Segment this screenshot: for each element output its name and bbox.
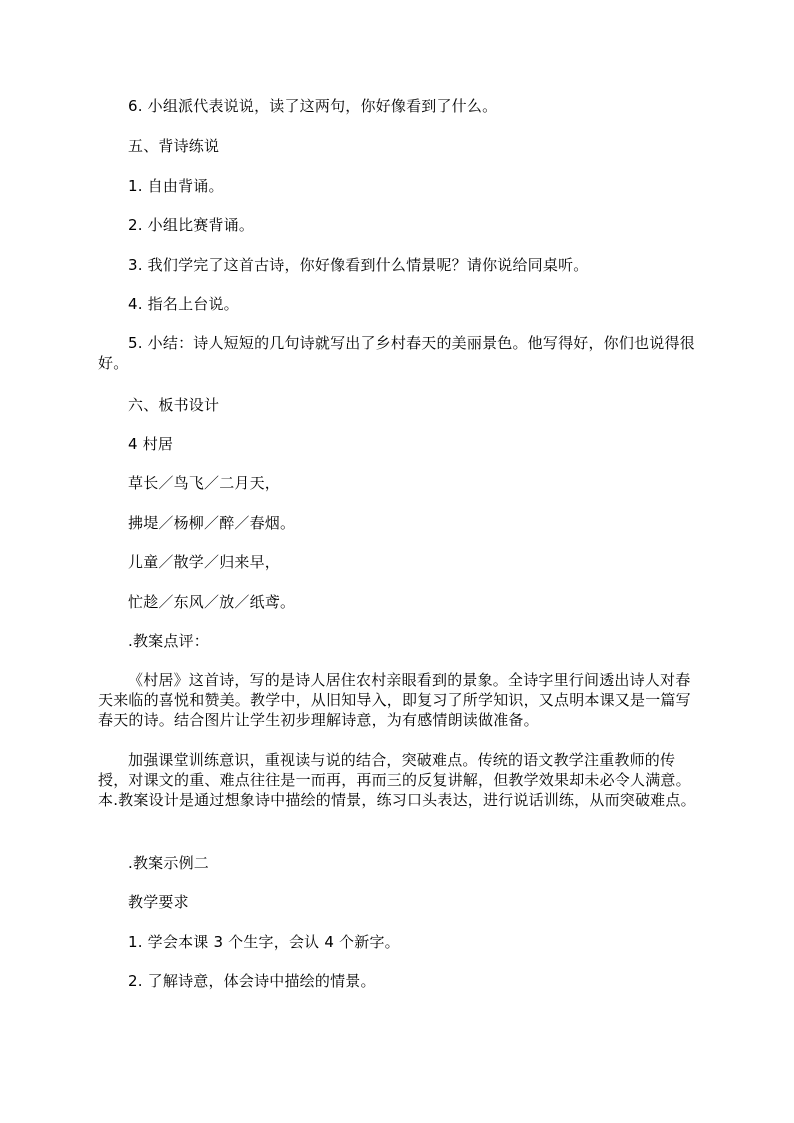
section-5-heading: 五、背诗练说 bbox=[128, 137, 220, 155]
review-paragraph-2: 加强课堂训练意识，重视读与说的结合，突破难点。传统的语文教学注重教师的传授，对课文的重、难点往往是一而再，再而三的反复讲解，但教学效果却未必令人满意。本.教案设计是通过想象诗中描绘的情景，练习口头表达，进行说话训练，从而突破难点。 bbox=[98, 751, 696, 809]
step-5-summary: 5. 小结：诗人短短的几句诗就写出了乡村春天的美丽景色。他写得好，你们也说得很好。 bbox=[98, 334, 695, 372]
requirement-2-text: 2. 了解诗意，体会诗中描绘的情景。 bbox=[128, 972, 376, 990]
poem-line-2: 拂堤／杨柳／醉／春烟。 bbox=[128, 514, 296, 532]
review-paragraph-1: 《村居》这首诗，写的是诗人居住农村亲眼看到的景象。全诗字里行间透出诗人对春天来临的喜悦和赞美。教学中，从旧知导入，即复习了所学知识，又点明本课又是一篇写春天的诗。结合图片让学生初步理解诗意，为有感情朗读做准备。 bbox=[98, 671, 691, 729]
board-title: 4 村居 bbox=[128, 435, 174, 453]
review-heading: .教案点评： bbox=[128, 632, 209, 650]
poem-line-1: 草长／鸟飞／二月天， bbox=[128, 474, 281, 492]
poem-line-4: 忙趁／东风／放／纸鸢。 bbox=[128, 593, 296, 611]
step-2-text: 2. 小组比赛背诵。 bbox=[128, 216, 255, 234]
requirements-heading: 教学要求 bbox=[128, 893, 189, 911]
step-6-text: 6. 小组派代表说说，读了这两句，你好像看到了什么。 bbox=[128, 97, 498, 115]
section-6-heading: 六、板书设计 bbox=[128, 396, 220, 414]
step-3-text: 3. 我们学完了这首古诗，你好像看到什么情景呢？请你说给同桌听。 bbox=[128, 256, 589, 274]
example-two-heading: .教案示例二 bbox=[128, 854, 209, 872]
step-1-text: 1. 自由背诵。 bbox=[128, 177, 224, 195]
requirement-1-text: 1. 学会本课 3 个生字，会认 4 个新字。 bbox=[128, 933, 400, 951]
poem-line-3: 儿童／散学／归来早， bbox=[128, 553, 281, 571]
step-4-text: 4. 指名上台说。 bbox=[128, 295, 239, 313]
